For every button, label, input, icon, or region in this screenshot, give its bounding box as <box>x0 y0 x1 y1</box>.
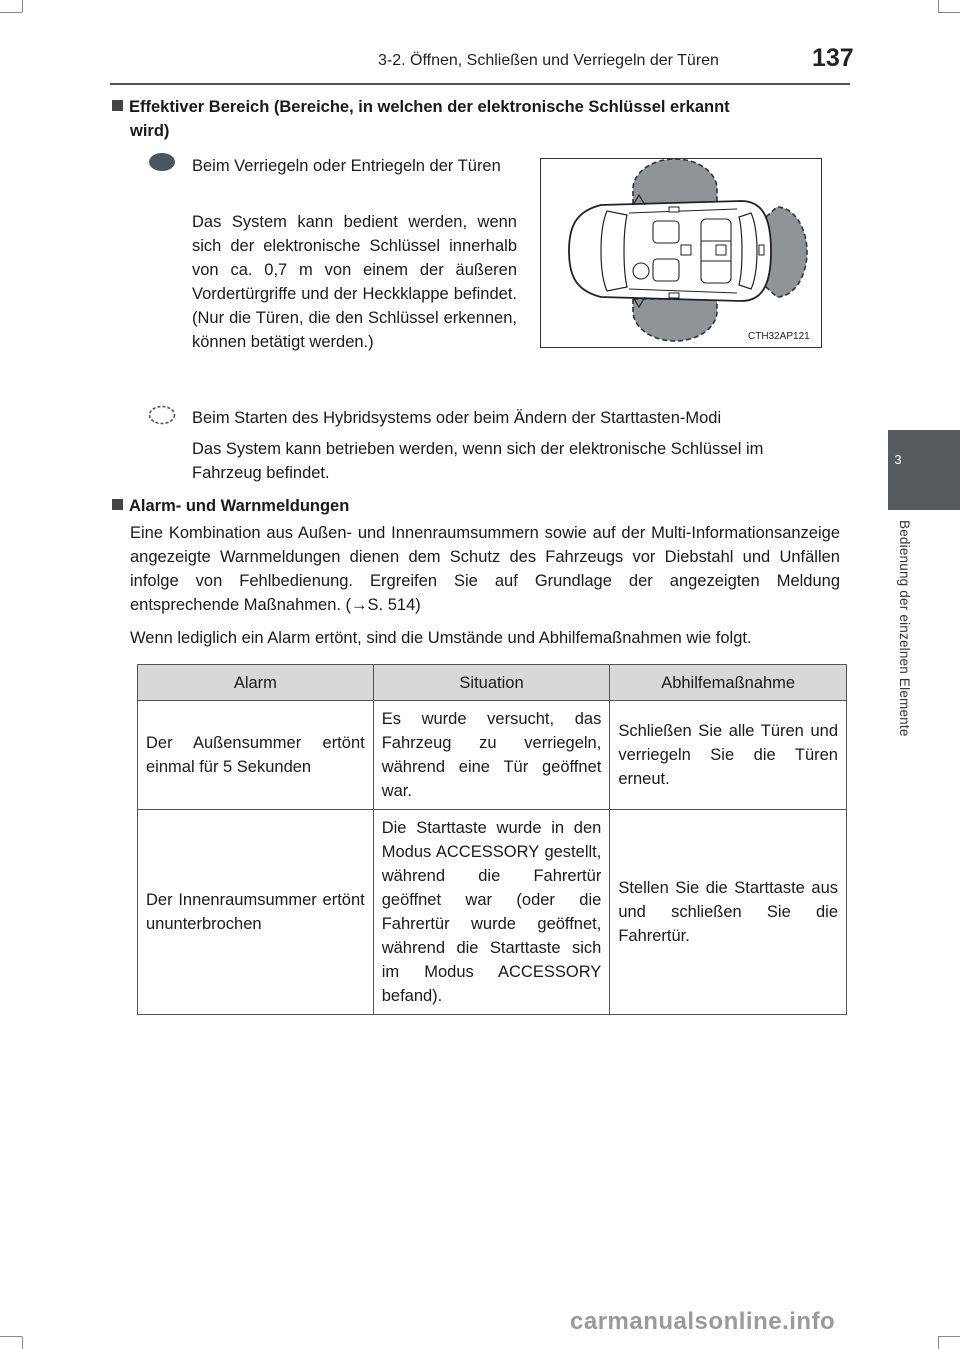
table-cell: Der Innenraumsummer ertönt ununterbrochen <box>138 810 374 1015</box>
subsection-title-lock-unlock: Beim Verriegeln oder Entriegeln der Türen <box>192 157 501 175</box>
table-header-cell: Alarm <box>138 665 374 701</box>
subsection-body-start-mode: Das System kann betrieben werden, wenn sich der elektronische Schlüssel im Fahrzeug befindet. <box>192 440 764 482</box>
running-header-title: 3-2. Öffnen, Schließen und Verriegeln der Türen <box>378 52 719 69</box>
table-header-cell: Abhilfemaßnahme <box>610 665 847 701</box>
solid-bubble-icon <box>148 152 176 172</box>
dashed-bubble-icon <box>148 405 176 425</box>
square-bullet-icon <box>112 100 123 111</box>
section-heading-alarms <box>112 495 848 518</box>
crop-mark <box>22 0 23 12</box>
table-row <box>138 701 847 810</box>
figure-code: CTH32AP121 <box>748 331 810 342</box>
alarms-note: Wenn lediglich ein Alarm ertönt, sind die Umstände und Abhilfemaßnahmen wie folgt. <box>130 629 752 647</box>
watermark: carmanualsonline.info <box>570 1308 836 1335</box>
subsection-body-lock-unlock: Das System kann bedient werden, wenn sich der elektronische Schlüssel innerhalb von ca. 0,7 m von einem der äußeren Vordertürgriffe und der Heckklappe befindet. (Nur die Türen, die den Schlüssel erkennen, können betätigt werden.) <box>192 213 517 351</box>
table-cell: Schließen Sie alle Türen und verriegeln Sie die Türen erneut. <box>610 701 847 810</box>
car-top-view-illustration <box>541 159 821 347</box>
crop-mark <box>0 1336 22 1337</box>
crop-mark <box>938 1337 939 1349</box>
table-cell: Der Außensummer ertönt einmal für 5 Sekunden <box>138 701 374 810</box>
section-heading-text: Effektiver Bereich (Bereiche, in welchen der elektronische Schlüssel erkannt <box>129 98 730 116</box>
crop-mark <box>22 1337 23 1349</box>
section-heading-effective-range <box>112 96 848 119</box>
detection-range-figure <box>540 158 822 348</box>
crop-mark <box>0 12 22 13</box>
crop-mark <box>938 0 939 12</box>
table-row <box>138 810 847 1015</box>
section-heading-continuation: wird) <box>130 122 170 140</box>
alarms-description: Eine Kombination aus Außen- und Innenraumsummern sowie auf der Multi-Informationsanzeige angezeigte Warnmeldungen dienen dem Schutz des Fahrzeugs vor Diebstahl und Unfällen infolge von Fehlbedienung. Ergreifen Sie auf Grundlage der angezeigten Meldung entsprechende Maßnahmen. (→S. 514) <box>130 524 840 614</box>
crop-mark <box>938 1336 960 1337</box>
table-cell: Es wurde versucht, das Fahrzeug zu verriegeln, während eine Tür geöffnet war. <box>373 701 610 810</box>
table-header-cell: Situation <box>373 665 610 701</box>
chapter-label: Bedienung der einzelnen Elemente <box>897 520 912 737</box>
table-header-row <box>138 665 847 701</box>
subsection-title-start-mode: Beim Starten des Hybridsystems oder beim Ändern der Starttasten-Modi <box>192 409 722 427</box>
table-cell: Die Starttaste wurde in den Modus ACCESSORY gestellt, während die Fahrertür geöffnet war (oder die Fahrertür wurde geöffnet, während die Starttaste sich im Modus ACCESSORY befand). <box>373 810 610 1015</box>
chapter-tab <box>888 430 960 510</box>
table-cell: Stellen Sie die Starttaste aus und schließen Sie die Fahrertür. <box>610 810 847 1015</box>
section-heading-text: Alarm- und Warnmeldungen <box>129 497 350 515</box>
alarm-table <box>137 664 847 1015</box>
page-number: 137 <box>812 44 854 72</box>
crop-mark <box>938 12 960 13</box>
chapter-number: 3 <box>894 452 902 467</box>
square-bullet-icon <box>112 499 123 510</box>
header-rule <box>110 83 850 85</box>
